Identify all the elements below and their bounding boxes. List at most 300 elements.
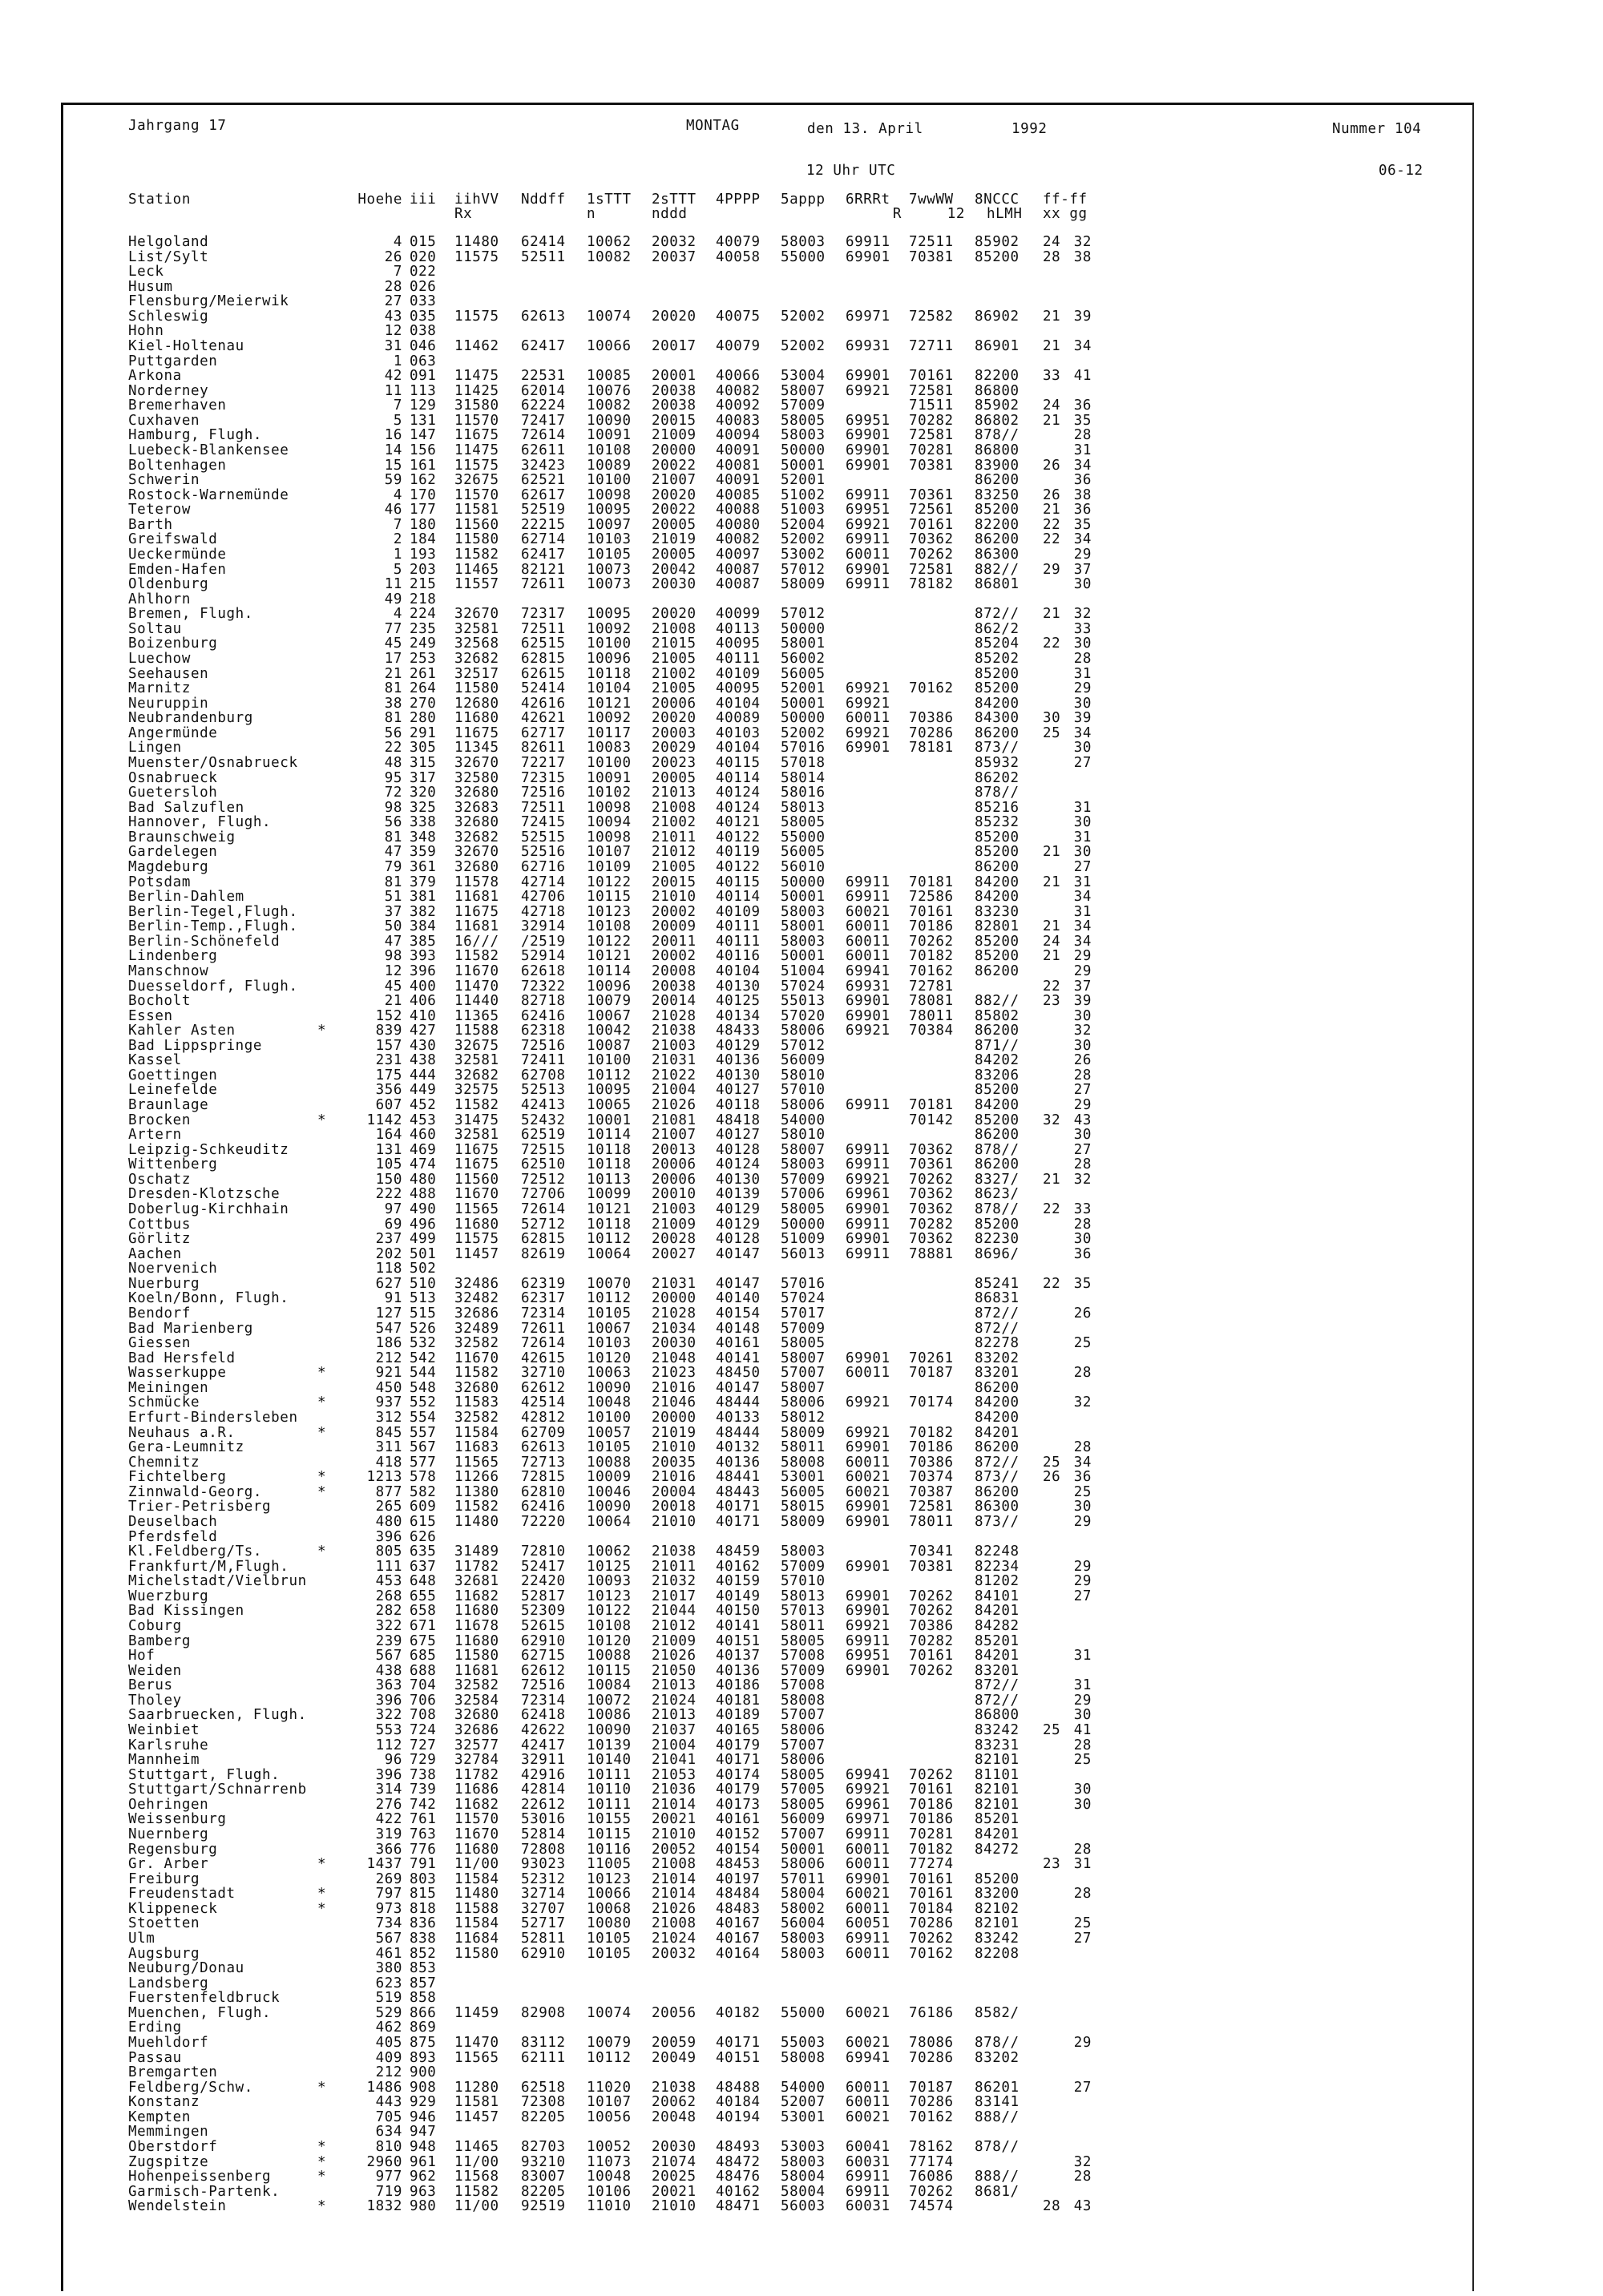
t2sttt: 21031 [652, 1052, 697, 1069]
rrrt: 69901 [846, 1231, 890, 1248]
height: 81 [384, 829, 402, 845]
iihvv: 11480 [454, 234, 499, 250]
pppp: 40154 [716, 1305, 761, 1322]
height: 212 [375, 1350, 402, 1366]
station-name: Bremerhaven [128, 397, 227, 414]
ff2: 32 [1073, 1394, 1092, 1411]
nccc: 878// [975, 1201, 1020, 1218]
station-name: Noervenich [128, 1261, 218, 1277]
appp: 57009 [781, 1320, 826, 1337]
table-row [0, 563, 1603, 577]
nccc: 862/2 [975, 620, 1020, 637]
t2sttt: 21023 [652, 1365, 697, 1382]
appp: 50000 [781, 710, 826, 727]
nddff: 52414 [521, 680, 566, 697]
rrrt: 69911 [846, 1141, 890, 1158]
table-row [0, 1336, 1603, 1350]
t2sttt: 21010 [652, 889, 697, 906]
nddff: 72614 [521, 427, 566, 444]
station-name: List/Sylt [128, 248, 209, 265]
nddff: 42916 [521, 1766, 566, 1783]
rrrt: 69921 [846, 680, 890, 697]
t1sttt: 10118 [587, 665, 632, 682]
station-id: 980 [410, 2198, 437, 2215]
appp: 58001 [781, 636, 826, 652]
station-name: Klippeneck [128, 1900, 218, 1917]
height: 5 [393, 412, 402, 429]
station-name: Husum [128, 278, 173, 295]
t1sttt: 10065 [587, 1097, 632, 1114]
t2sttt: 20027 [652, 1245, 697, 1262]
ff2: 25 [1073, 1335, 1092, 1352]
t2sttt: 20030 [652, 576, 697, 593]
station-name: Freudenstadt [128, 1886, 236, 1903]
station-id: 615 [410, 1514, 437, 1531]
pppp: 40111 [716, 650, 761, 667]
ff2: 30 [1073, 1499, 1092, 1515]
table-row [0, 2155, 1603, 2169]
pppp: 40161 [716, 1335, 761, 1352]
station-name: Leinefelde [128, 1082, 218, 1099]
appp: 51002 [781, 486, 826, 503]
ff2: 28 [1073, 1886, 1092, 1903]
wwww: 78162 [909, 2138, 954, 2155]
station-id: 532 [410, 1335, 437, 1352]
station-id: 803 [410, 1870, 437, 1887]
nccc: 85932 [975, 754, 1020, 771]
t2sttt: 20005 [652, 769, 697, 786]
appp: 50000 [781, 442, 826, 458]
appp: 57007 [781, 1826, 826, 1842]
pppp: 40104 [716, 962, 761, 979]
t1sttt: 10095 [587, 1082, 632, 1099]
pppp: 40085 [716, 486, 761, 503]
t1sttt: 10100 [587, 1410, 632, 1426]
iihvv: 11584 [454, 1870, 499, 1887]
ff2: 38 [1073, 486, 1092, 503]
nccc: 85200 [975, 1112, 1020, 1128]
station-name: Kiel-Holtenau [128, 337, 244, 354]
height: 405 [375, 2034, 402, 2051]
station-id: 235 [410, 620, 437, 637]
ff2: 31 [1073, 799, 1092, 816]
pppp: 40151 [716, 1632, 761, 1649]
t1sttt: 10115 [587, 1826, 632, 1842]
height: 623 [375, 1975, 402, 1991]
table-row [0, 532, 1603, 547]
iihvv: 11678 [454, 1618, 499, 1634]
table-row [0, 1039, 1603, 1053]
pppp: 48418 [716, 1112, 761, 1128]
appp: 58005 [781, 1632, 826, 1649]
pppp: 40159 [716, 1573, 761, 1590]
ff2: 27 [1073, 754, 1092, 771]
table-row [0, 1782, 1603, 1797]
t2sttt: 21038 [652, 2079, 697, 2096]
t1sttt: 10090 [587, 412, 632, 429]
station-name: Hohn [128, 323, 164, 340]
wwww: 70362 [909, 1141, 954, 1158]
rrrt: 69901 [846, 368, 890, 385]
height: 98 [384, 799, 402, 816]
ff2: 30 [1073, 814, 1092, 831]
t2sttt: 20004 [652, 1483, 697, 1500]
pppp: 40092 [716, 397, 761, 414]
t1sttt: 10082 [587, 248, 632, 265]
t1sttt: 10090 [587, 1379, 632, 1396]
appp: 58007 [781, 1379, 826, 1396]
ff2: 36 [1073, 472, 1092, 489]
ff2: 30 [1073, 1231, 1092, 1248]
rrrt: 69931 [846, 337, 890, 354]
table-row [0, 1083, 1603, 1097]
appp: 50001 [781, 457, 826, 474]
nccc: 82101 [975, 1796, 1020, 1813]
iihvv: 11475 [454, 442, 499, 458]
station-name: Bremen, Flugh. [128, 606, 253, 623]
nddff: 62708 [521, 1067, 566, 1083]
t2sttt: 20001 [652, 368, 697, 385]
rrrt: 69911 [846, 234, 890, 250]
station-id: 738 [410, 1766, 437, 1783]
station-id: 578 [410, 1469, 437, 1486]
pppp: 40104 [716, 695, 761, 712]
t1sttt: 10095 [587, 502, 632, 519]
height: 37 [384, 903, 402, 920]
station-id: 675 [410, 1632, 437, 1649]
nccc: 86200 [975, 724, 1020, 741]
t2sttt: 20000 [652, 1410, 697, 1426]
nddff: 42814 [521, 1782, 566, 1798]
ff1: 28 [1043, 2198, 1061, 2215]
rrrt: 60021 [846, 1469, 890, 1486]
pppp: 40147 [716, 1245, 761, 1262]
table-row [0, 681, 1603, 696]
table-row [0, 235, 1603, 249]
appp: 53003 [781, 2138, 826, 2155]
iihvv: 32489 [454, 1320, 499, 1337]
station-name: Dresden-Klotzsche [128, 1186, 281, 1203]
nccc: 85902 [975, 234, 1020, 250]
t2sttt: 21008 [652, 620, 697, 637]
iihvv: 11565 [454, 1201, 499, 1218]
ff2: 41 [1073, 1722, 1092, 1738]
station-name: Berlin-Tegel,Flugh. [128, 903, 298, 920]
station-id: 900 [410, 2064, 437, 2081]
t1sttt: 10062 [587, 1543, 632, 1560]
wwww: 70186 [909, 918, 954, 935]
t1sttt: 10140 [587, 1752, 632, 1769]
wwww: 72581 [909, 427, 954, 444]
nddff: 42714 [521, 874, 566, 890]
t1sttt: 10112 [587, 1067, 632, 1083]
table-row [0, 1068, 1603, 1083]
height: 877 [375, 1483, 402, 1500]
station-id: 430 [410, 1037, 437, 1054]
iihvv: 11670 [454, 1350, 499, 1366]
height: 56 [384, 724, 402, 741]
appp: 52002 [781, 531, 826, 548]
table-row [0, 398, 1603, 413]
station-name: Muenster/Osnabrueck [128, 754, 298, 771]
nddff: 62510 [521, 1156, 566, 1173]
table-row [0, 428, 1603, 442]
nddff: 62715 [521, 1648, 566, 1664]
t1sttt: 10089 [587, 457, 632, 474]
rrrt: 69941 [846, 962, 890, 979]
rrrt: 69921 [846, 1782, 890, 1798]
t2sttt: 21012 [652, 844, 697, 861]
appp: 56005 [781, 1483, 826, 1500]
station-name: Saarbruecken, Flugh. [128, 1707, 307, 1724]
station-name: Oehringen [128, 1796, 209, 1813]
rrrt: 69951 [846, 502, 890, 519]
appp: 58008 [781, 1692, 826, 1709]
wwww: 70361 [909, 1156, 954, 1173]
col-5appp: 5appp [781, 192, 826, 208]
table-row [0, 830, 1603, 845]
height: 322 [375, 1618, 402, 1634]
t1sttt: 10096 [587, 978, 632, 995]
t2sttt: 21026 [652, 1648, 697, 1664]
nccc: 82200 [975, 368, 1020, 385]
table-row [0, 1916, 1603, 1931]
mountain-marker: * [317, 1900, 327, 1917]
t2sttt: 20005 [652, 546, 697, 563]
station-name: Rostock-Warnemünde [128, 486, 289, 503]
nddff: 42812 [521, 1410, 566, 1426]
t1sttt: 10079 [587, 993, 632, 1010]
t2sttt: 20023 [652, 754, 697, 771]
table-row [0, 1410, 1603, 1425]
ff2: 29 [1073, 1573, 1092, 1590]
station-id: 410 [410, 1007, 437, 1024]
station-id: 384 [410, 918, 437, 935]
station-id: 838 [410, 1930, 437, 1947]
station-id: 444 [410, 1067, 437, 1083]
iihvv: 11/00 [454, 2198, 499, 2215]
iihvv: 11465 [454, 2138, 499, 2155]
nccc: 82208 [975, 1945, 1020, 1962]
height: 627 [375, 1275, 402, 1292]
station-id: 315 [410, 754, 437, 771]
station-id: 724 [410, 1722, 437, 1738]
nccc: 8696/ [975, 1245, 1020, 1262]
appp: 58005 [781, 1796, 826, 1813]
appp: 57020 [781, 1007, 826, 1024]
wwww: 70161 [909, 1886, 954, 1903]
nddff: 72317 [521, 606, 566, 623]
station-name: Schmücke [128, 1394, 200, 1411]
height: 28 [384, 278, 402, 295]
ff2: 28 [1073, 1365, 1092, 1382]
iihvv: 32581 [454, 1052, 499, 1069]
height: 17 [384, 650, 402, 667]
appp: 57012 [781, 561, 826, 578]
iihvv: 11580 [454, 1648, 499, 1664]
t2sttt: 20049 [652, 2049, 697, 2066]
station-id: 688 [410, 1662, 437, 1679]
appp: 58009 [781, 576, 826, 593]
t2sttt: 20037 [652, 248, 697, 265]
height: 422 [375, 1811, 402, 1828]
station-id: 022 [410, 264, 437, 280]
nddff: 72511 [521, 799, 566, 816]
station-name: Manschnow [128, 962, 209, 979]
ff2: 34 [1073, 457, 1092, 474]
t2sttt: 20009 [652, 918, 697, 935]
station-name: Passau [128, 2049, 182, 2066]
nccc: 8582/ [975, 2004, 1020, 2021]
station-id: 791 [410, 1856, 437, 1873]
ff1: 21 [1043, 337, 1061, 354]
table-row [0, 756, 1603, 770]
t1sttt: 10074 [587, 2004, 632, 2021]
pppp: 48471 [716, 2198, 761, 2215]
iihvv: 11680 [454, 1216, 499, 1233]
height: 462 [375, 2020, 402, 2036]
appp: 51003 [781, 502, 826, 519]
ff2: 27 [1073, 858, 1092, 875]
wwww: 70286 [909, 2049, 954, 2066]
station-id: 203 [410, 561, 437, 578]
t1sttt: 10098 [587, 829, 632, 845]
nccc: 84200 [975, 1394, 1020, 1411]
appp: 58005 [781, 1335, 826, 1352]
rrrt: 60041 [846, 2138, 890, 2155]
table-row [0, 949, 1603, 963]
height: 443 [375, 2094, 402, 2111]
t1sttt: 10118 [587, 1141, 632, 1158]
station-id: 177 [410, 502, 437, 519]
t1sttt: 10067 [587, 1320, 632, 1337]
station-name: Bad Lippspringe [128, 1037, 263, 1054]
table-row [0, 994, 1603, 1008]
height: 152 [375, 1007, 402, 1024]
ff2: 31 [1073, 1648, 1092, 1664]
col-ff: ff-ff [1043, 192, 1088, 208]
nddff: 42413 [521, 1097, 566, 1114]
height: 7 [393, 516, 402, 533]
table-row [0, 1872, 1603, 1886]
pppp: 40134 [716, 1007, 761, 1024]
pppp: 40111 [716, 918, 761, 935]
col-2sttt-sub: nddd [652, 206, 688, 222]
ff2: 29 [1073, 1097, 1092, 1114]
station-id: 453 [410, 1112, 437, 1128]
iihvv: 11680 [454, 1632, 499, 1649]
appp: 57024 [781, 978, 826, 995]
height: 4 [393, 486, 402, 503]
height: 1832 [366, 2198, 402, 2215]
rrrt: 69911 [846, 1930, 890, 1947]
nccc: 85200 [975, 1216, 1020, 1233]
table-row [0, 2140, 1603, 2154]
height: 719 [375, 2183, 402, 2200]
height: 269 [375, 1870, 402, 1887]
height: 461 [375, 1945, 402, 1962]
station-name: Wasserkuppe [128, 1365, 227, 1382]
nccc: 83250 [975, 486, 1020, 503]
pppp: 40164 [716, 1945, 761, 1962]
ff1: 25 [1043, 1722, 1061, 1738]
appp: 53002 [781, 546, 826, 563]
ff1: 23 [1043, 993, 1061, 1010]
table-row [0, 1381, 1603, 1395]
appp: 58011 [781, 1439, 826, 1456]
t1sttt: 10001 [587, 1112, 632, 1128]
issue-number: Nummer 104 [1332, 121, 1422, 137]
t1sttt: 10092 [587, 620, 632, 637]
col-iii: iii [410, 192, 437, 208]
nddff: 72511 [521, 620, 566, 637]
rrrt: 69911 [846, 1632, 890, 1649]
station-name: Neuburg/Donau [128, 1960, 244, 1977]
t1sttt: 10052 [587, 2138, 632, 2155]
rrrt: 69911 [846, 1097, 890, 1114]
pppp: 40137 [716, 1648, 761, 1664]
nccc: 82200 [975, 516, 1020, 533]
table-row [0, 384, 1603, 398]
station-name: Deuselbach [128, 1514, 218, 1531]
height: 96 [384, 1752, 402, 1769]
ff2: 30 [1073, 1707, 1092, 1724]
station-name: Zinnwald-Georg. [128, 1483, 263, 1500]
station-id: 129 [410, 397, 437, 414]
rrrt: 69901 [846, 1007, 890, 1024]
wwww: 72781 [909, 978, 954, 995]
col-1sttt-sub: n [587, 206, 596, 222]
height: 21 [384, 665, 402, 682]
rrrt: 69901 [846, 1870, 890, 1887]
nddff: 72815 [521, 1469, 566, 1486]
t2sttt: 21010 [652, 1514, 697, 1531]
station-name: Greifswald [128, 531, 218, 548]
rrrt: 60011 [846, 1900, 890, 1917]
pppp: 40174 [716, 1766, 761, 1783]
t2sttt: 20005 [652, 516, 697, 533]
rrrt: 69911 [846, 889, 890, 906]
wwww: 70162 [909, 2108, 954, 2125]
t1sttt: 10114 [587, 1127, 632, 1144]
table-row [0, 1947, 1603, 1961]
table-row [0, 2006, 1603, 2020]
height: 366 [375, 1841, 402, 1858]
t1sttt: 10099 [587, 1186, 632, 1203]
ff2: 31 [1073, 442, 1092, 458]
table-row [0, 1172, 1603, 1187]
appp: 56002 [781, 650, 826, 667]
height: 450 [375, 1379, 402, 1396]
ff2: 34 [1073, 1454, 1092, 1471]
iihvv: 32575 [454, 1082, 499, 1099]
nddff: 72516 [521, 1037, 566, 1054]
t2sttt: 20062 [652, 2094, 697, 2111]
t1sttt: 10116 [587, 1841, 632, 1858]
station-name: Braunlage [128, 1097, 209, 1114]
station-id: 035 [410, 308, 437, 325]
nccc: 8681/ [975, 2183, 1020, 2200]
appp: 57012 [781, 1037, 826, 1054]
t1sttt: 10095 [587, 606, 632, 623]
nccc: 84201 [975, 1603, 1020, 1620]
ff2: 32 [1073, 2153, 1092, 2170]
table-row [0, 711, 1603, 725]
pppp: 48444 [716, 1424, 761, 1441]
ff2: 28 [1073, 1841, 1092, 1858]
pppp: 40147 [716, 1379, 761, 1396]
station-name: Bamberg [128, 1632, 191, 1649]
